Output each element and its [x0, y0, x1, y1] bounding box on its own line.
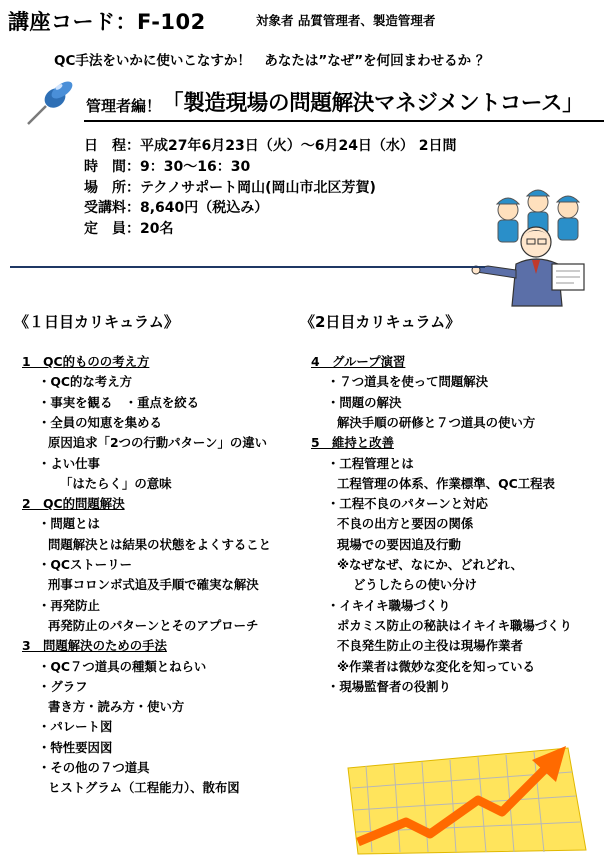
bullet-detail: 工程管理の体系、作業標準、QC工程表 — [337, 475, 555, 491]
bullet-item: ・工程管理とは — [327, 455, 414, 471]
info-venue: 場 所：テクノサポート岡山(岡山市北区芳賀) — [84, 180, 376, 196]
section-heading: 5 維持と改善 — [311, 435, 394, 451]
target-audience: 対象者 品質管理者、製造管理者 — [256, 13, 436, 28]
bullet-detail: 不良発生防止の主役は現場作業者 — [337, 638, 523, 654]
tagline: QC手法をいかに使いこなすか！ あなたは”なぜ”を何回まわせるか ？ — [54, 53, 490, 69]
bullet-item: ・工程不良のパターンと対応 — [327, 496, 488, 512]
bullet-item: ・イキイキ職場づくり — [327, 597, 451, 613]
course-code: 講座コード：F-102 — [8, 10, 206, 34]
day1-title: 《１日目カリキュラム》 — [14, 313, 179, 331]
bullet-detail: どうしたらの使い分け — [353, 577, 477, 593]
bullet-detail: 刑事コロンボ式追及手順で確実な解決 — [48, 577, 259, 593]
bullet-detail: 不良の出方と要因の関係 — [337, 516, 474, 532]
bullet-item: ・７つ道具を使って問題解決 — [327, 374, 489, 390]
bullet-item: ・よい仕事 — [38, 455, 100, 471]
course-title: 「製造現場の問題解決マネジメントコース」 — [162, 91, 584, 116]
info-schedule: 日 程：平成27年6月23日（火）～6月24日（水） 2日間 — [84, 138, 457, 154]
bullet-item: ・QCストーリー — [38, 557, 132, 572]
bullet-item: ・その他の７つ道具 — [38, 760, 150, 775]
title-prefix: 管理者編！ — [86, 97, 162, 115]
info-fee: 受講料：8,640円（税込み） — [84, 200, 269, 216]
bullet-detail: 書き方・読み方・使い方 — [48, 699, 185, 715]
pushpin-icon — [22, 76, 78, 128]
bullet-detail: ポカミス防止の秘訣はイキイキ職場づくり — [337, 617, 572, 633]
bullet-item: ・事実を観る ・重点を絞る — [38, 394, 200, 410]
section-heading: 2 QC的問題解決 — [22, 496, 125, 512]
bullet-item: ・現場監督者の役割り — [327, 678, 451, 694]
bullet-item: ・全員の知恵を集める — [38, 414, 162, 430]
section-heading: 4 グループ演習 — [311, 354, 406, 369]
info-time: 時 間：9：30～16：30 — [84, 159, 251, 175]
bullet-item: ・パレート図 — [38, 719, 113, 735]
bullet-item: ・再発防止 — [38, 597, 100, 613]
title-underline — [84, 120, 604, 122]
bullet-detail: 「はたらく」の意味 — [60, 475, 172, 491]
bullet-detail: 再発防止のパターンとそのアプローチ — [48, 617, 259, 633]
day2-title: 《2日目カリキュラム》 — [300, 313, 461, 331]
bullet-detail: 現場での要因追及行動 — [337, 536, 461, 552]
growth-chart-illustration — [336, 738, 598, 856]
bullet-detail: ※なぜなぜ、なにか、どれどれ、 — [337, 557, 523, 572]
bullet-item: ・問題とは — [38, 516, 100, 532]
bullet-item: ・QC的な考え方 — [38, 374, 132, 390]
section-heading: 3 問題解決のための手法 — [22, 638, 167, 654]
bullet-detail: 解決手順の研修と７つ道具の使い方 — [337, 414, 536, 430]
bullet-item: ・問題の解決 — [327, 394, 402, 410]
section-heading: 1 QC的ものの考え方 — [22, 354, 150, 369]
bullet-item: ・特性要因図 — [38, 739, 113, 755]
bullet-detail: 原因追求「2つの行動パターン」の違い — [48, 435, 268, 451]
bullet-detail: ヒストグラム（工程能力）、散布図 — [48, 780, 240, 796]
info-capacity: 定 員：20名 — [84, 221, 174, 237]
section-divider — [10, 266, 485, 268]
bullet-detail: ※作業者は微妙な変化を知っている — [337, 658, 535, 674]
bullet-detail: 問題解決とは結果の状態をよくすること — [48, 536, 272, 552]
bullet-item: ・QC７つ道具の種類とねらい — [38, 658, 207, 674]
manager-illustration — [470, 178, 602, 310]
bullet-item: ・グラフ — [38, 678, 88, 694]
